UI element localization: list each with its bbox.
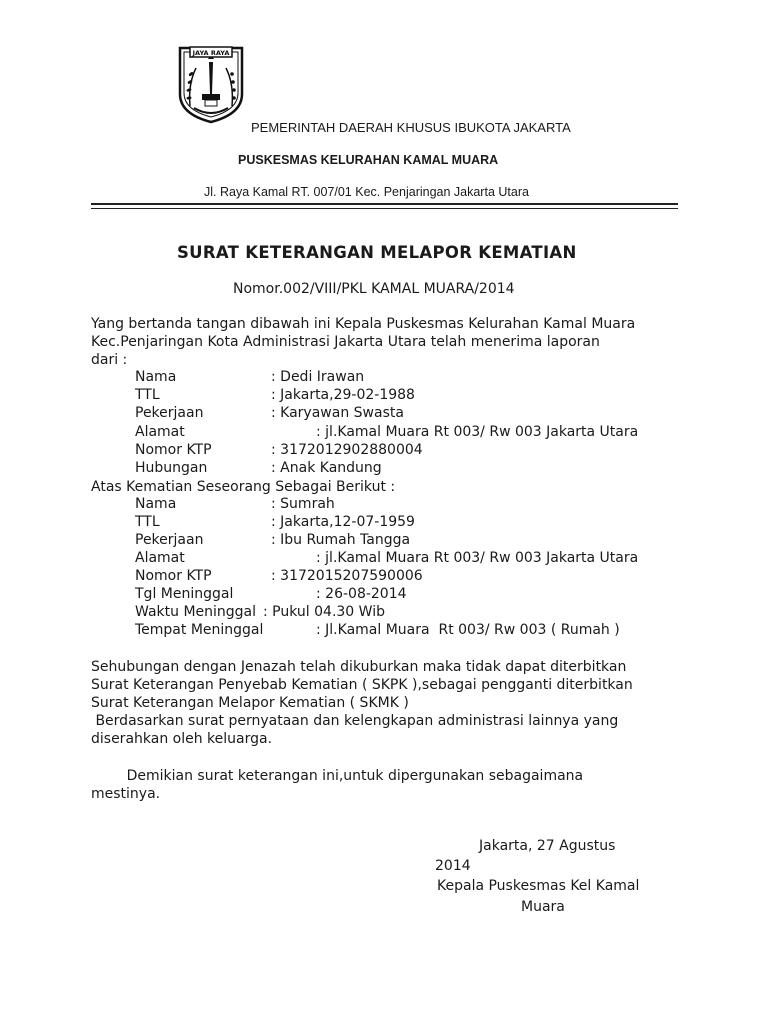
jakarta-coat-of-arms-logo <box>176 44 246 124</box>
deceased-ttl-label: TTL <box>135 514 160 530</box>
deceased-death-time-label: Waktu Meninggal <box>135 604 257 620</box>
document-number: Nomor.002/VIII/PKL KAMAL MUARA/2014 <box>233 281 515 297</box>
reporter-address-label: Alamat <box>135 424 185 440</box>
document-title: SURAT KETERANGAN MELAPOR KEMATIAN <box>177 243 577 262</box>
explanation-line: Surat Keterangan Melapor Kematian ( SKMK ) <box>91 695 409 711</box>
header-puskesmas-name: PUSKESMAS KELURAHAN KAMAL MUARA <box>238 153 499 167</box>
deceased-ktp-value: : 3172015207590006 <box>271 568 423 584</box>
reporter-ktp-label: Nomor KTP <box>135 442 212 458</box>
deceased-ktp-label: Nomor KTP <box>135 568 212 584</box>
signature-office: Kepala Puskesmas Kel Kamal <box>437 878 640 894</box>
header-divider-thin <box>91 208 678 209</box>
signature-year: 2014 <box>435 858 471 874</box>
closing-line: mestinya. <box>91 786 161 802</box>
explanation-line: Surat Keterangan Penyebab Kematian ( SKPK ),sebagai pengganti diterbitkan <box>91 677 633 693</box>
svg-text:JAYA RAYA: JAYA RAYA <box>192 49 230 57</box>
reporter-address-value: : jl.Kamal Muara Rt 003/ Rw 003 Jakarta Utara <box>316 424 639 440</box>
intro-line: Yang bertanda tangan dibawah ini Kepala Puskesmas Kelurahan Kamal Muara <box>91 316 636 332</box>
deceased-name-value: : Sumrah <box>271 496 335 512</box>
reporter-job-label: Pekerjaan <box>135 405 204 421</box>
reporter-name-value: : Dedi Irawan <box>271 369 365 385</box>
intro-line: Kec.Penjaringan Kota Administrasi Jakarta Utara telah menerima laporan <box>91 334 600 350</box>
deceased-death-time-value: : Pukul 04.30 Wib <box>263 604 385 620</box>
deceased-death-date-value: : 26-08-2014 <box>316 586 407 602</box>
header-address: Jl. Raya Kamal RT. 007/01 Kec. Penjaringan Jakarta Utara <box>204 185 529 199</box>
deceased-ttl-value: : Jakarta,12-07-1959 <box>271 514 415 530</box>
closing-paragraph <box>91 767 691 803</box>
closing-line: Demikian surat keterangan ini,untuk dipergunakan sebagaimana <box>91 768 584 784</box>
signature-place-date: Jakarta, 27 Agustus <box>479 838 616 854</box>
deceased-address-label: Alamat <box>135 550 185 566</box>
reporter-ttl-label: TTL <box>135 387 160 403</box>
reporter-relation-label: Hubungan <box>135 460 208 476</box>
signature-office-continued: Muara <box>521 899 565 915</box>
intro-line: dari : <box>91 352 128 368</box>
deceased-address-value: : jl.Kamal Muara Rt 003/ Rw 003 Jakarta Utara <box>316 550 639 566</box>
deceased-death-place-label: Tempat Meninggal <box>135 622 264 638</box>
header-divider-thick <box>91 203 678 205</box>
deceased-name-label: Nama <box>135 496 177 512</box>
explanation-line: Berdasarkan surat pernyataan dan kelengkapan administrasi lainnya yang <box>91 713 619 729</box>
explanation-paragraph <box>91 658 691 748</box>
explanation-line: diserahkan oleh keluarga. <box>91 731 273 747</box>
deceased-death-date-label: Tgl Meninggal <box>135 586 234 602</box>
reporter-job-value: : Karyawan Swasta <box>271 405 404 421</box>
header-government-name: PEMERINTAH DAERAH KHUSUS IBUKOTA JAKARTA <box>251 120 571 135</box>
reporter-ktp-value: : 3172012902880004 <box>271 442 423 458</box>
intro-paragraph <box>91 315 691 369</box>
deceased-job-label: Pekerjaan <box>135 532 204 548</box>
explanation-line: Sehubungan dengan Jenazah telah dikuburkan maka tidak dapat diterbitkan <box>91 659 627 675</box>
reporter-relation-value: : Anak Kandung <box>271 460 382 476</box>
reporter-name-label: Nama <box>135 369 177 385</box>
deceased-heading: Atas Kematian Seseorang Sebagai Berikut : <box>91 479 396 495</box>
deceased-death-place-value: : Jl.Kamal Muara Rt 003/ Rw 003 ( Rumah ) <box>316 622 620 638</box>
deceased-job-value: : Ibu Rumah Tangga <box>271 532 411 548</box>
reporter-ttl-value: : Jakarta,29-02-1988 <box>271 387 415 403</box>
